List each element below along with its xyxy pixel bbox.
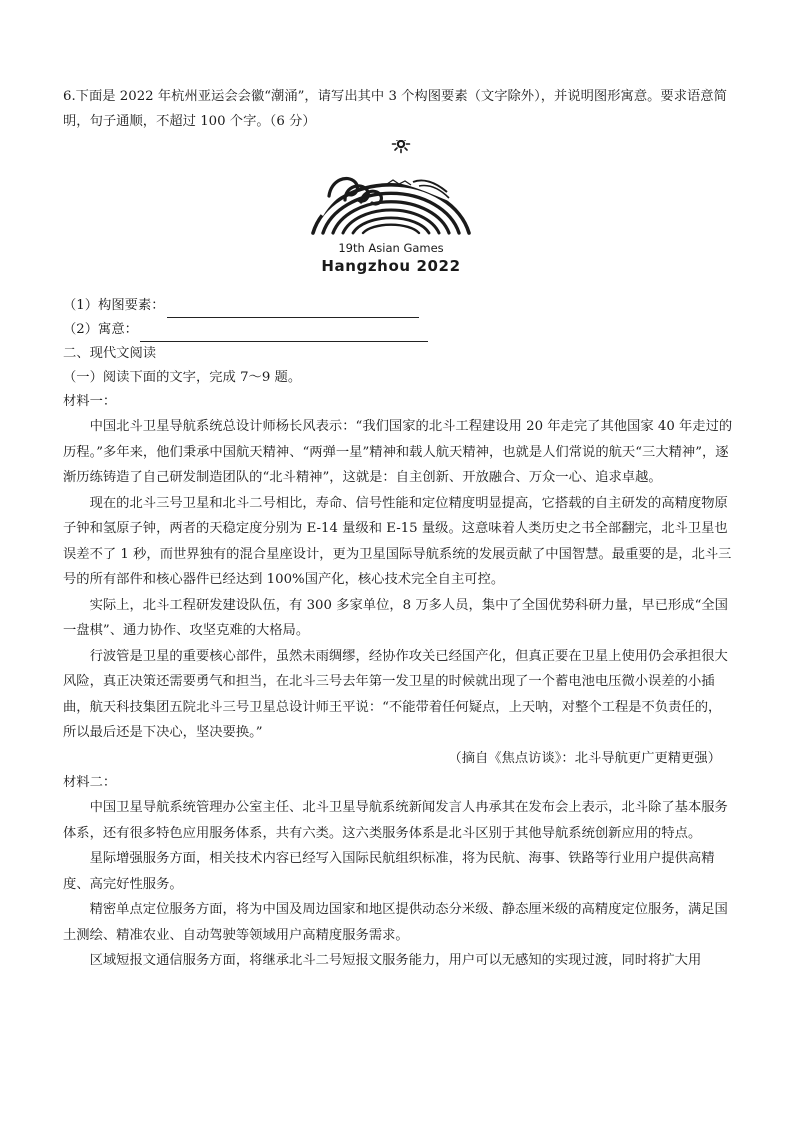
blank2-label: （2）寓意：: [63, 322, 138, 337]
answer-blank-1: [63, 294, 733, 318]
material1-paragraph: 现在的北斗三号卫星和北斗二号相比，寿命、信号性能和定位精度明显提高，它搭载的自主研发的高精度物原子钟和氢原子钟，两者的天稳定度分别为 E-14 量级和 E-15 量级。这意味着人类历史之书全部翻完，北斗卫星也误差不了 1 秒，而世界独有的混合星座设计，更为卫星国际导航系统的发展贡献了中国智慧。最重要的是，北斗三号的所有部件和核心器件已经达到 100%国产化，核心技术完全自主可控。: [63, 495, 732, 587]
blank2-line[interactable]: [140, 325, 428, 342]
hangzhou-asian-games-emblem: [301, 140, 481, 286]
blank1-line[interactable]: [167, 301, 419, 318]
section-subtitle: （一）阅读下面的文字，完成 7～9 题。: [63, 370, 302, 385]
emblem-line2: Hangzhou 2022: [321, 257, 461, 275]
section-title: 二、现代文阅读: [63, 346, 157, 361]
material1-paragraph: 实际上，北斗工程研发建设队伍，有 300 多家单位，8 万多人员，集中了全国优势科研力量，早已形成“全国一盘棋”、通力协作、攻坚克难的大格局。: [63, 597, 728, 638]
material2-paragraph: 区域短报文通信服务方面，将继承北斗二号短报文服务能力，用户可以无感知的实现过渡，同时将扩大用: [89, 953, 702, 968]
material1-paragraph: 行波管是卫星的重要核心部件，虽然未雨绸缪，经协作攻关已经国产化，但真正要在卫星上使用仍会承担很大风险，真正决策还需要勇气和担当，在北斗三号去年第一发卫星的时候就出现了一个蓄电池电压微小误差的小插曲，航天科技集团五院北斗三号卫星总设计师王平说：“不能带着任何疑点，上天呐，对整个工程是不负责任的，所以最后还是下决心，坚决要换。”: [63, 648, 728, 740]
blank1-label: （1）构图要素：: [63, 298, 165, 313]
material2-label: 材料二：: [63, 775, 117, 790]
material2-paragraph: 星际增强服务方面，相关技术内容已经写入国际民航组织标准，将为民航、海事、铁路等行业用户提供高精度、高完好性服务。: [63, 851, 715, 892]
material1-paragraph: 中国北斗卫星导航系统总设计师杨长风表示：“我们国家的北斗工程建设用 20 年走完了其他国家 40 年走过的历程。”多年来，他们秉承中国航天精神、“两弹一星”精神和载人航天精神，也就是人们常说的航天“三大精神”，逐渐历练铸造了自己研发制造团队的“北斗精神”，这就是：自主创新、开放融合、万众一心、追求卓越。: [63, 419, 733, 485]
material2-paragraph: 精密单点定位服务方面，将为中国及周边国家和地区提供动态分米级、静态厘米级的高精度定位服务，满足国土测绘、精准农业、自动驾驶等领域用户高精度服务需求。: [63, 902, 728, 943]
material1-source: （摘自《焦点访谈》：北斗导航更广更精更强）: [448, 750, 721, 766]
emblem-line1: 19th Asian Games: [338, 241, 444, 255]
material1-label: 材料一：: [63, 394, 117, 409]
material2-paragraph: 中国卫星导航系统管理办公室主任、北斗卫星导航系统新闻发言人冉承其在发布会上表示，北斗除了基本服务体系，还有很多特色应用服务体系，共有六类。这六类服务体系是北斗区别于其他导航系统创新应用的特点。: [63, 800, 728, 841]
question-6-prompt: 6.下面是 2022 年杭州亚运会会徽“潮涌”，请写出其中 3 个构图要素（文字除外），并说明图形寓意。要求语意简明，句子通顺，不超过 100 个字。（6 分）: [63, 89, 727, 129]
exam-page: [63, 84, 733, 974]
answer-blank-2: [63, 318, 733, 342]
sun-icon: [393, 140, 410, 153]
